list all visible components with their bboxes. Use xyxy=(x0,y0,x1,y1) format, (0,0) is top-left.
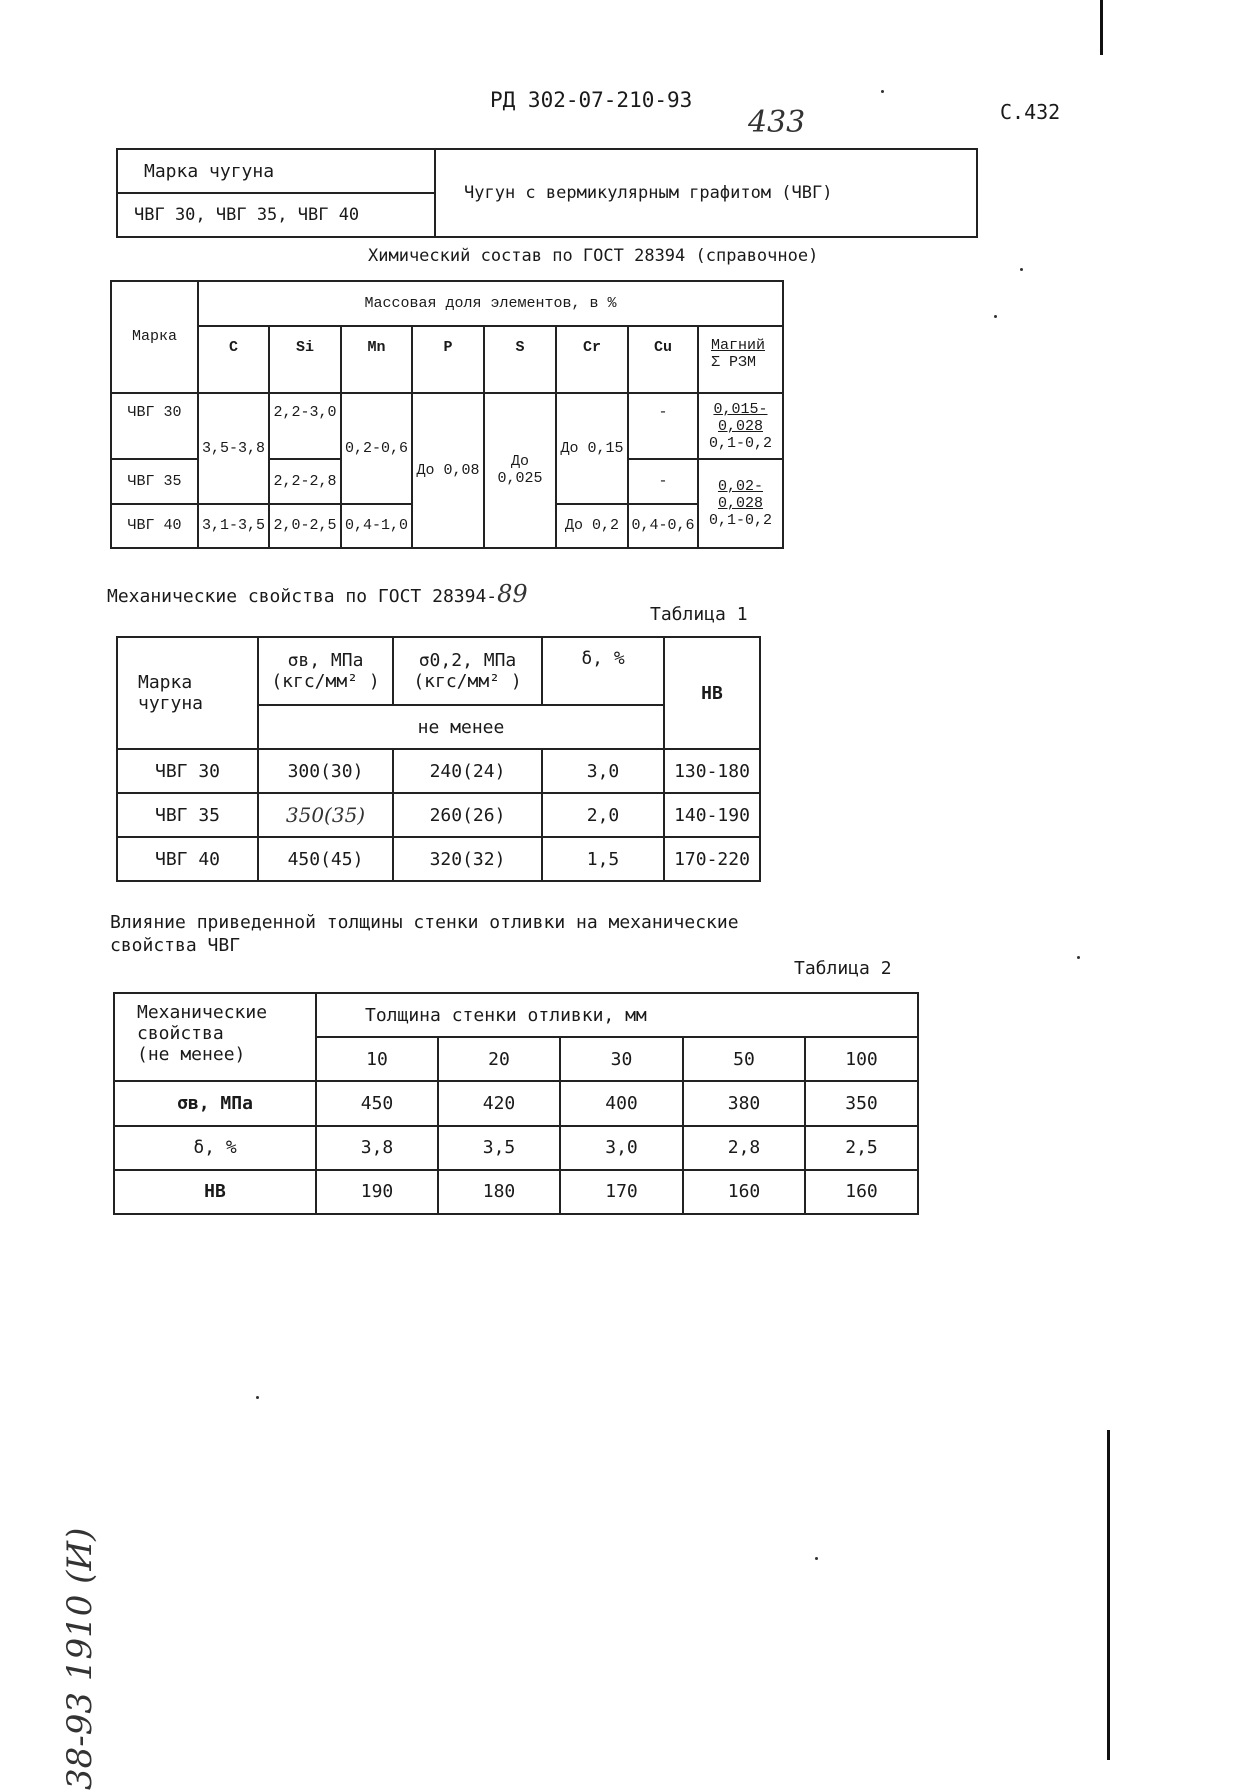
chem-cell-mn: 0,2-0,6 xyxy=(341,393,412,504)
chem-cell-mg xyxy=(698,459,783,548)
chem-cell-mg xyxy=(698,393,783,459)
chem-cell-rzm-value: 0,1-0,2 xyxy=(708,434,772,452)
page-number: С.432 xyxy=(1000,100,1061,124)
chem-table xyxy=(110,280,784,549)
mech-col-s02 xyxy=(393,637,542,705)
chem-title: Химический состав по ГОСТ 28394 (справочное) xyxy=(368,246,819,266)
mech-col-sb-line2: (кгс/мм² ) xyxy=(271,671,380,692)
chem-cell-mg-value: 0,02-0,028 xyxy=(717,478,763,513)
mech-cell-s02: 320(32) xyxy=(393,837,542,881)
wall-cell: 2,8 xyxy=(683,1126,805,1170)
mech-cell-hb: 130-180 xyxy=(664,749,760,793)
wall-cell: 160 xyxy=(805,1170,918,1214)
mech-title xyxy=(107,580,528,608)
chem-cell-mn: 0,4-1,0 xyxy=(341,504,412,548)
mech-col-sb xyxy=(258,637,393,705)
wall-row-label: НВ xyxy=(114,1170,316,1214)
chem-cell-c: 3,5-3,8 xyxy=(198,393,269,504)
chem-cell-c: 3,1-3,5 xyxy=(198,504,269,548)
chem-cell-cu: 0,4-0,6 xyxy=(628,504,698,548)
chem-col-p: P xyxy=(412,326,484,392)
mech-cell-delta: 3,0 xyxy=(542,749,664,793)
margin-handwritten-note: 38-93 1910 (И) xyxy=(60,1527,100,1790)
chem-cell-cr: До 0,2 xyxy=(556,504,628,548)
chem-col-mg xyxy=(698,326,783,392)
chem-col-mn: Mn xyxy=(341,326,412,392)
chem-cell-cr: До 0,15 xyxy=(556,393,628,504)
mech-table xyxy=(116,636,761,882)
mech-cell-hb: 140-190 xyxy=(664,793,760,837)
scan-speck xyxy=(1077,956,1080,959)
wall-cell: 350 xyxy=(805,1081,918,1125)
chem-cell-si: 2,0-2,5 xyxy=(269,504,341,548)
wall-cell: 160 xyxy=(683,1170,805,1214)
mech-cell-sb: 300(30) xyxy=(258,749,393,793)
wall-cell: 3,8 xyxy=(316,1126,438,1170)
grade-label: Марка чугуна xyxy=(117,149,435,193)
grade-box xyxy=(116,148,978,238)
wall-table xyxy=(113,992,919,1215)
chem-col-rzm-label: Σ РЗМ xyxy=(711,354,757,372)
scan-speck xyxy=(881,90,884,93)
chem-cell-si: 2,2-3,0 xyxy=(269,393,341,459)
mech-title-text: Механические свойства по ГОСТ 28394- xyxy=(107,586,498,607)
mech-cell-s02: 240(24) xyxy=(393,749,542,793)
wall-col-thickness: 20 xyxy=(438,1037,560,1081)
scan-speck xyxy=(994,315,997,318)
table2-label: Таблица 2 xyxy=(794,958,892,979)
chem-cell-cu: - xyxy=(628,459,698,503)
chem-cell-s: До 0,025 xyxy=(484,393,556,548)
mech-col-delta: δ, % xyxy=(542,637,664,705)
mech-col-grade-line1: Марка xyxy=(138,672,193,693)
chem-cell-mg-value: 0,015-0,028 xyxy=(713,400,768,435)
wall-title-line2: свойства ЧВГ xyxy=(110,935,241,956)
wall-col-thickness: 50 xyxy=(683,1037,805,1081)
scan-speck xyxy=(815,1557,818,1560)
wall-cell: 190 xyxy=(316,1170,438,1214)
grade-list: ЧВГ 30, ЧВГ 35, ЧВГ 40 xyxy=(117,193,435,237)
wall-row-label: σв, МПа xyxy=(114,1081,316,1125)
chem-row-grade: ЧВГ 30 xyxy=(111,393,198,459)
chem-group-header: Массовая доля элементов, в % xyxy=(198,281,783,326)
mech-col-grade-line2: чугуна xyxy=(138,693,204,714)
chem-cell-rzm-value: 0,1-0,2 xyxy=(708,512,772,530)
scan-edge-line-bottom xyxy=(1107,1430,1110,1760)
grade-description: Чугун с вермикулярным графитом (ЧВГ) xyxy=(435,149,977,237)
wall-cell: 3,5 xyxy=(438,1126,560,1170)
wall-col-props-line2: свойства xyxy=(137,1023,224,1044)
chem-col-grade: Марка xyxy=(111,281,198,393)
chem-col-c: C xyxy=(198,326,269,392)
handwritten-page-number: 433 xyxy=(748,105,806,140)
mech-cell-delta: 1,5 xyxy=(542,837,664,881)
table1-label: Таблица 1 xyxy=(650,604,748,625)
wall-row-label: δ, % xyxy=(114,1126,316,1170)
mech-col-sb-line1: σв, МПа xyxy=(287,650,364,671)
wall-cell: 420 xyxy=(438,1081,560,1125)
wall-col-thickness: 100 xyxy=(805,1037,918,1081)
wall-cell: 400 xyxy=(560,1081,683,1125)
mech-col-s02-line2: (кгс/мм² ) xyxy=(413,671,522,692)
mech-col-s02-line1: σ0,2, МПа xyxy=(418,650,517,671)
mech-col-hb: НВ xyxy=(664,637,760,749)
chem-cell-p: До 0,08 xyxy=(412,393,484,548)
chem-cell-si: 2,2-2,8 xyxy=(269,459,341,503)
mech-cell-delta: 2,0 xyxy=(542,793,664,837)
wall-cell: 180 xyxy=(438,1170,560,1214)
chem-row-grade: ЧВГ 35 xyxy=(111,459,198,503)
mech-subheader: не менее xyxy=(258,705,664,749)
wall-col-props xyxy=(114,993,316,1081)
wall-col-thickness: 10 xyxy=(316,1037,438,1081)
mech-row-grade: ЧВГ 40 xyxy=(117,837,258,881)
chem-row-grade: ЧВГ 40 xyxy=(111,504,198,548)
wall-cell: 3,0 xyxy=(560,1126,683,1170)
wall-col-props-line1: Механические xyxy=(137,1002,268,1023)
chem-col-cr: Cr xyxy=(556,326,628,392)
wall-group-header: Толщина стенки отливки, мм xyxy=(316,993,918,1037)
mech-row-grade: ЧВГ 30 xyxy=(117,749,258,793)
scan-edge-line xyxy=(1100,0,1103,55)
mech-row-grade: ЧВГ 35 xyxy=(117,793,258,837)
mech-col-grade xyxy=(117,637,258,749)
document-code: РД 302-07-210-93 xyxy=(490,88,693,112)
mech-cell-s02: 260(26) xyxy=(393,793,542,837)
wall-title-line1: Влияние приведенной толщины стенки отливки на механические xyxy=(110,912,739,933)
wall-cell: 170 xyxy=(560,1170,683,1214)
mech-title-year-handwritten: 89 xyxy=(497,580,528,608)
chem-col-mg-label: Магний xyxy=(711,337,766,355)
wall-col-thickness: 30 xyxy=(560,1037,683,1081)
wall-col-props-line3: (не менее) xyxy=(137,1044,246,1065)
wall-cell: 380 xyxy=(683,1081,805,1125)
scan-speck xyxy=(1020,268,1023,271)
chem-col-s: S xyxy=(484,326,556,392)
chem-col-cu: Cu xyxy=(628,326,698,392)
wall-cell: 450 xyxy=(316,1081,438,1125)
scan-speck xyxy=(256,1396,259,1399)
wall-cell: 2,5 xyxy=(805,1126,918,1170)
chem-col-si: Si xyxy=(269,326,341,392)
chem-cell-cu: - xyxy=(628,393,698,459)
mech-cell-hb: 170-220 xyxy=(664,837,760,881)
mech-cell-sb: 450(45) xyxy=(258,837,393,881)
mech-cell-sb: 350(35) xyxy=(258,793,393,837)
